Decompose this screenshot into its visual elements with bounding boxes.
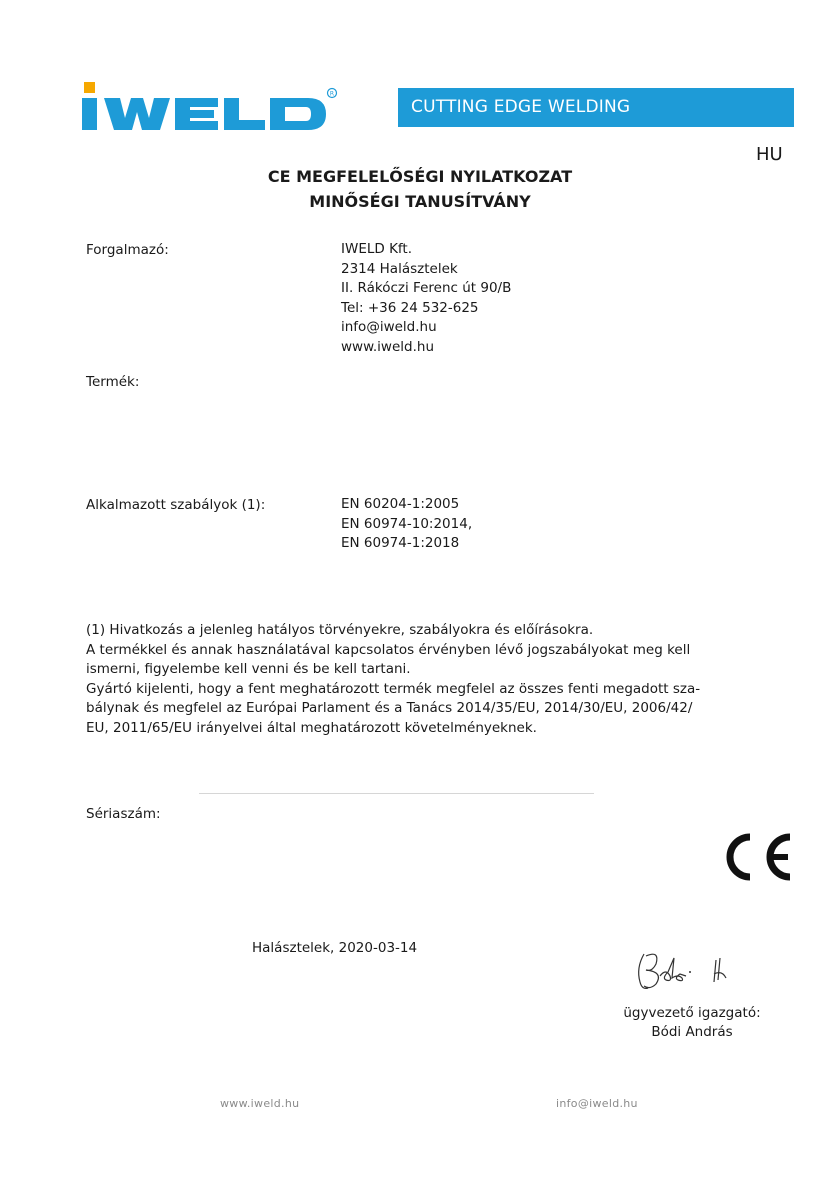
signatory-name: Bódi András	[651, 1024, 733, 1040]
note-line: bálynak és megfelel az Európai Parlament és a Tanács 2014/35/EU, 2014/30/EU, 2006/42/	[86, 700, 693, 716]
standard-line: EN 60204-1:2005	[341, 496, 460, 512]
distributor-line: 2314 Halásztelek	[341, 260, 458, 277]
iweld-logo	[80, 82, 338, 132]
standard-line: EN 60974-1:2018	[341, 535, 460, 551]
note-line: Gyártó kijelenti, hogy a fent meghatározott termék megfelel az összes fenti megadott sza-	[86, 680, 701, 697]
note-line: EU, 2011/65/EU irányelvei által meghatározott követelményeknek.	[86, 719, 537, 736]
footer-email: info@iweld.hu	[556, 1097, 638, 1110]
note-line: A termékkel és annak használatával kapcsolatos érvényben lévő jogszabályokat meg kell	[86, 641, 691, 658]
footer-website: www.iweld.hu	[220, 1097, 300, 1110]
distributor-line: IWELD Kft.	[341, 241, 413, 257]
distributor-line: info@iweld.hu	[341, 319, 437, 335]
distributor-line: II. Rákóczi Ferenc út 90/B	[341, 280, 512, 296]
note-line: ismerni, figyelembe kell venni és be kell tartani.	[86, 661, 411, 677]
place-date: Halásztelek, 2020-03-14	[252, 940, 418, 956]
document-title: CE MEGFELELŐSÉGI NYILATKOZAT	[267, 167, 573, 186]
product-label: Termék:	[86, 374, 140, 390]
ce-mark-icon	[720, 832, 794, 882]
distributor-label: Forgalmazó:	[86, 242, 169, 258]
serial-label: Sériaszám:	[86, 806, 161, 822]
standards-block	[341, 495, 472, 554]
svg-text:R: R	[329, 90, 335, 98]
tagline: CUTTING EDGE WELDING	[411, 97, 631, 117]
note-line: (1) Hivatkozás a jelenleg hatályos törvényekre, szabályokra és előírásokra.	[86, 622, 594, 638]
declaration-text	[86, 621, 786, 738]
distributor-line: www.iweld.hu	[341, 338, 434, 355]
signatory-role: ügyvezető igazgató:	[623, 1005, 761, 1021]
tagline-banner	[398, 88, 794, 127]
document-subtitle: MINŐSÉGI TANUSÍTVÁNY	[309, 192, 531, 211]
standards-label: Alkalmazott szabályok (1):	[86, 497, 266, 513]
distributor-line: Tel: +36 24 532-625	[341, 299, 479, 316]
signatory-block	[612, 1004, 772, 1042]
signature-icon	[630, 948, 750, 994]
standard-line: EN 60974-10:2014,	[341, 515, 473, 532]
distributor-block	[341, 240, 511, 357]
divider	[199, 793, 594, 794]
language-code: HU	[756, 144, 783, 165]
